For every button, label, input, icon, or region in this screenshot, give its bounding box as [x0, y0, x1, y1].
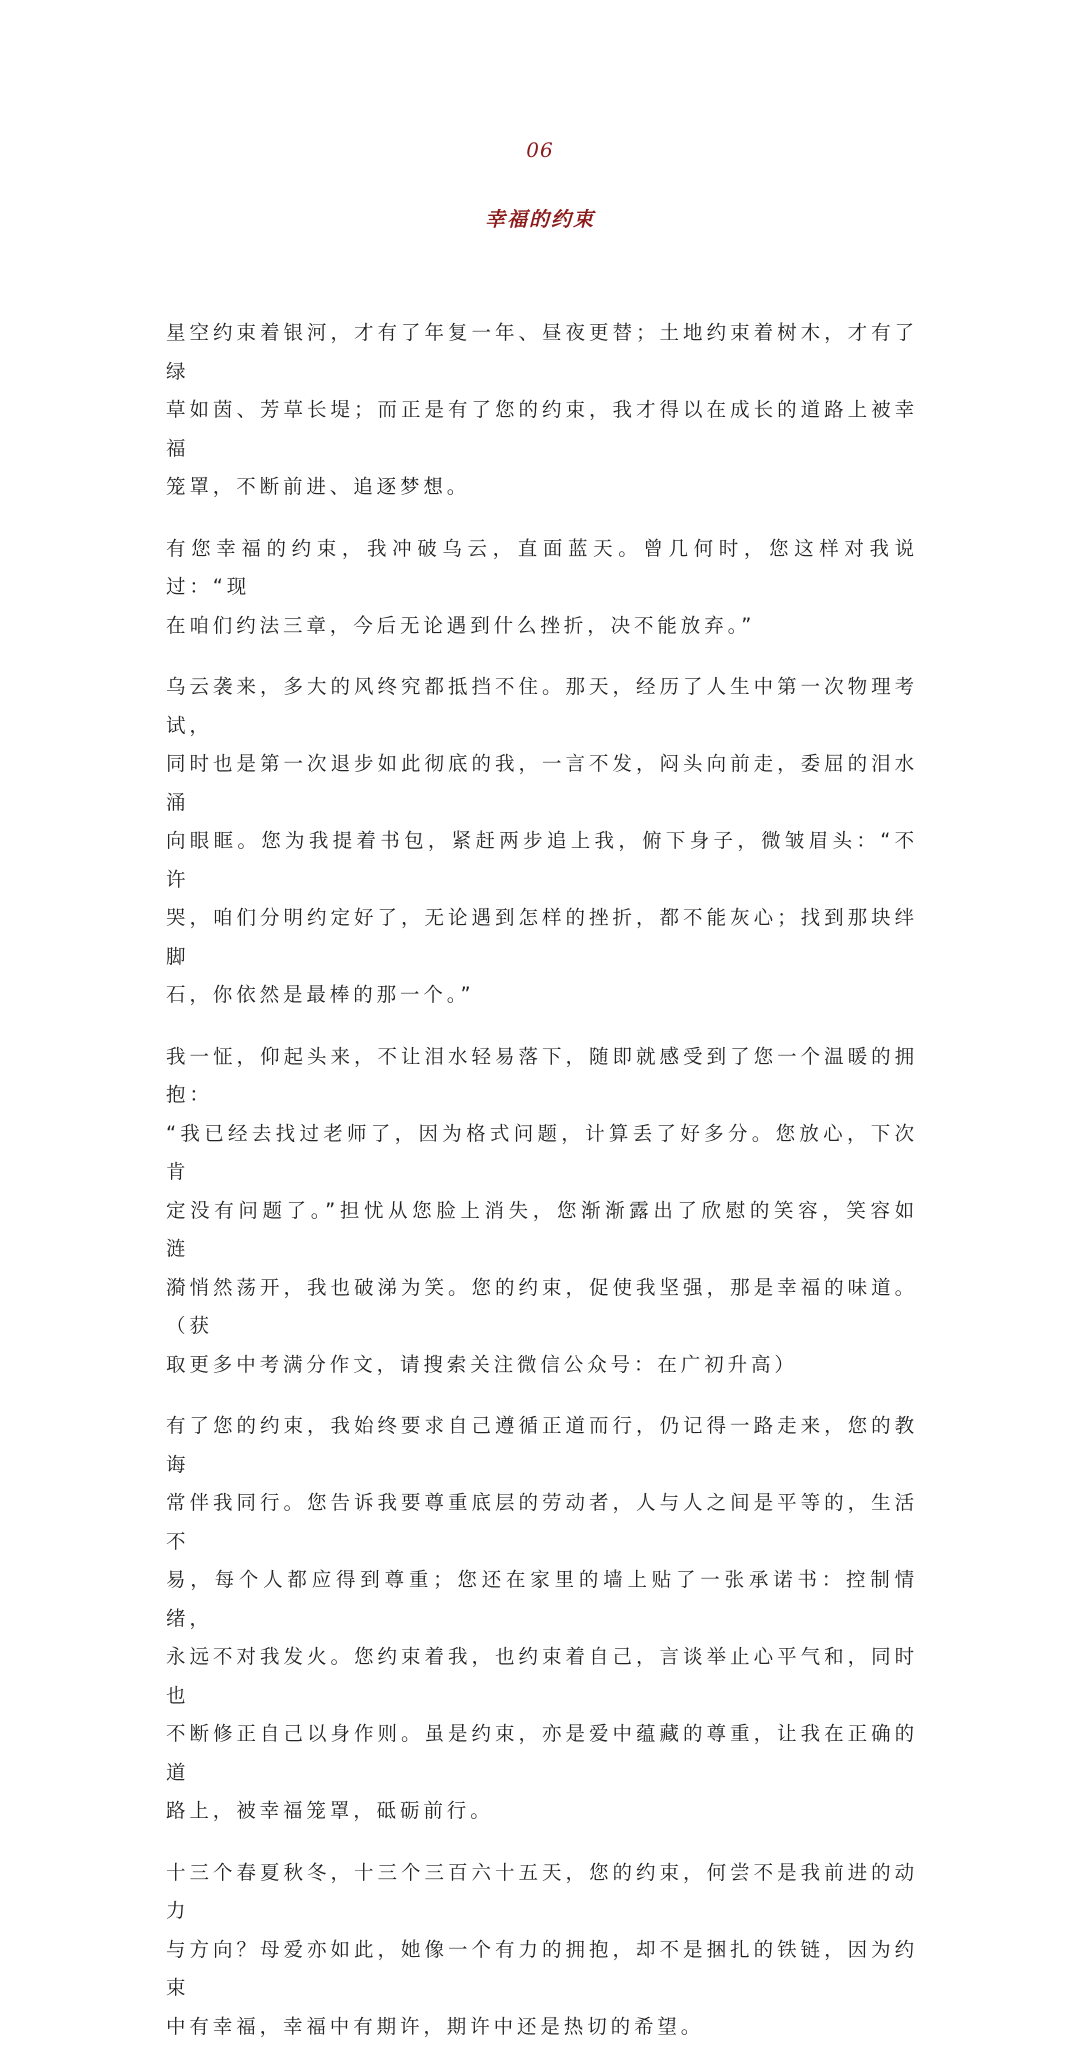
section-title: 幸福的约束 — [485, 207, 595, 231]
article-body — [166, 314, 918, 2069]
paragraph-5: 有了您的约束，我始终要求自己遵循正道而行，仍记得一路走来，您的教诲 常伴我同行。您告诉我要尊重底层的劳动者，人与人之间是平等的，生活不 易，每个人都应得到尊重；您还在家里的墙上贴了一张承诺书：控制情绪， 永远不对我发火。您约束着我，也约束着自己，言谈举止心平气和，同时也 不断修正自己以身作则。虽是约束，亦是爱中蕴藏的尊重，让我在正确的道 路上，被幸福笼罩，砥砺前行。 — [166, 1414, 918, 1822]
paragraph-4: 我一怔，仰起头来，不让泪水轻易落下，随即就感受到了您一个温暖的拥抱： “我已经去找过老师了，因为格式问题，计算丢了好多分。您放心，下次肯 定没有问题了。”担忧从您脸上消失，您渐渐露出了欣慰的笑容，笑容如涟 漪悄然荡开，我也破涕为笑。您的约束，促使我坚强，那是幸福的味道。（获 取更多中考满分作文，请搜索关注微信公众号：在广初升高） — [166, 1044, 918, 1376]
paragraph-6: 十三个春夏秋冬，十三个三百六十五天，您的约束，何尝不是我前进的动力 与方向？母爱亦如此，她像一个有力的拥抱，却不是捆扎的铁链，因为约束 中有幸福，幸福中有期许，期许中还是热切的希望。 — [166, 1860, 918, 2038]
paragraph-3: 乌云袭来，多大的风终究都抵挡不住。那天，经历了人生中第一次物理考试， 同时也是第一次退步如此彻底的我，一言不发，闷头向前走，委屈的泪水涌 向眼眶。您为我提着书包，紧赶两步追上我，俯下身子，微皱眉头：“不许 哭，咱们分明约定好了，无论遇到怎样的挫折，都不能灰心；找到那块绊脚 石，你依然是最棒的那一个。” — [166, 675, 918, 1006]
paragraph-1: 星空约束着银河，才有了年复一年、昼夜更替；土地约束着树木，才有了绿 草如茵、芳草长堤；而正是有了您的约束，我才得以在成长的道路上被幸福 笼罩，不断前进、追逐梦想。 — [166, 321, 918, 498]
paragraph-2: 有您幸福的约束，我冲破乌云，直面蓝天。曾几何时，您这样对我说过：“现 在咱们约法三章，今后无论遇到什么挫折，决不能放弃。” — [166, 536, 918, 637]
section-number: 06 — [526, 138, 554, 162]
